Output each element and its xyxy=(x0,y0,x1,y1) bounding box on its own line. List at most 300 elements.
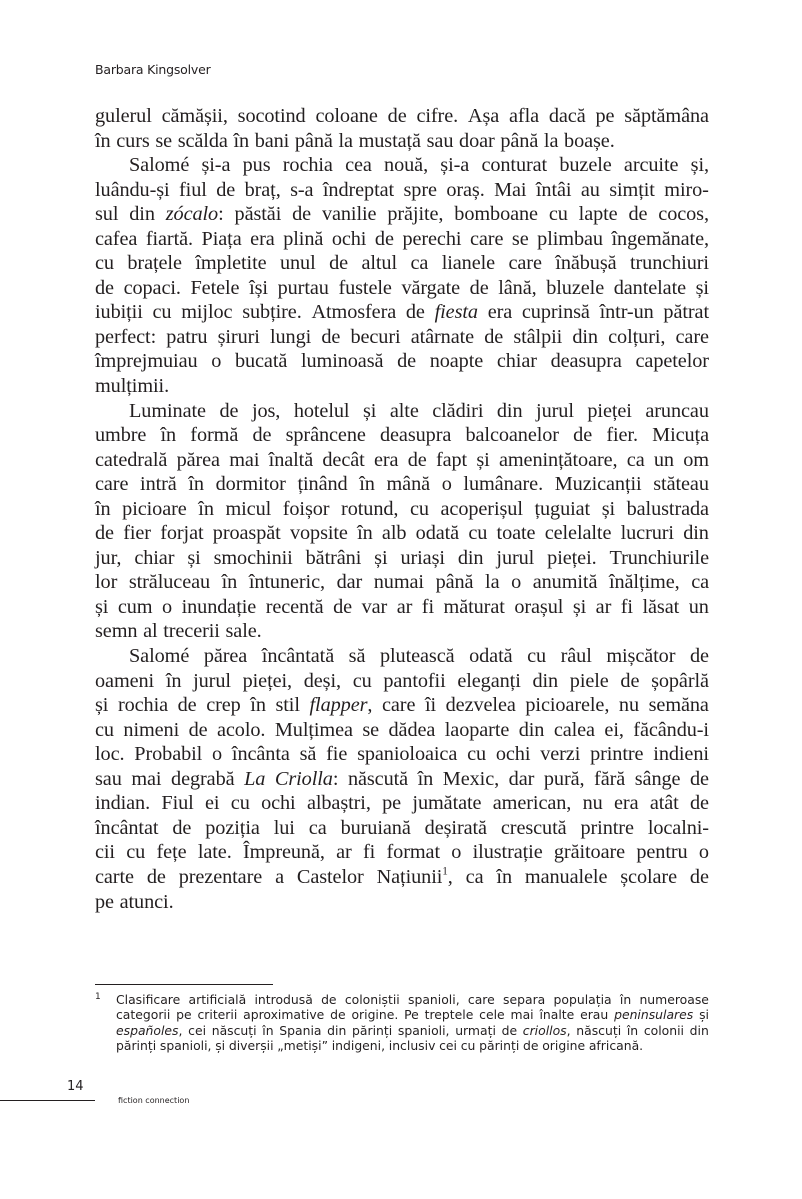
text-run: încântat xyxy=(95,816,159,839)
word xyxy=(171,767,234,792)
word xyxy=(124,276,181,301)
word xyxy=(95,202,118,227)
text-run: se xyxy=(511,227,529,250)
text-run: care xyxy=(381,694,416,717)
word xyxy=(451,840,461,865)
text-run: cei xyxy=(439,1038,458,1054)
text-run: Fiul xyxy=(161,792,194,815)
text-run: își xyxy=(249,276,268,299)
word xyxy=(620,669,639,694)
word xyxy=(536,399,574,424)
word xyxy=(496,865,512,890)
text-run: jurul xyxy=(536,399,574,422)
text-run: Mexic, xyxy=(442,767,500,790)
text-run: om xyxy=(683,448,709,471)
text-run: de xyxy=(95,276,114,299)
word xyxy=(362,595,388,620)
text-line xyxy=(95,227,709,252)
word xyxy=(205,791,219,816)
word xyxy=(444,595,505,620)
text-run: în xyxy=(233,129,250,152)
text-run: și xyxy=(95,595,109,618)
word xyxy=(116,1007,170,1022)
word xyxy=(143,619,157,644)
footer-rule xyxy=(0,1100,95,1101)
text-run: altul xyxy=(361,252,397,275)
text-run: școlare xyxy=(620,865,677,888)
word xyxy=(327,1023,346,1038)
text-run: la xyxy=(485,571,500,594)
word xyxy=(122,497,187,522)
word xyxy=(544,129,558,154)
word xyxy=(594,767,625,792)
word xyxy=(213,521,281,546)
text-run: și-a xyxy=(440,154,470,177)
text-run: nouă, xyxy=(384,154,429,177)
text-run: era xyxy=(373,448,399,471)
word xyxy=(198,840,232,865)
text-run: categorii xyxy=(116,1007,171,1023)
word xyxy=(262,1023,273,1038)
text-run: stâlpii xyxy=(513,325,563,348)
text-run: odată xyxy=(415,522,460,545)
word xyxy=(123,718,179,743)
text-run: cu xyxy=(527,645,547,668)
text-run: părinți xyxy=(352,1022,393,1038)
word xyxy=(628,202,647,227)
word xyxy=(382,693,415,718)
text-run: mai xyxy=(510,1007,534,1023)
word xyxy=(408,448,427,473)
text-run: de xyxy=(329,252,349,275)
text-run: orașul xyxy=(514,595,564,618)
text-run: rotund, xyxy=(341,497,399,520)
word xyxy=(116,992,180,1007)
word xyxy=(129,570,210,595)
word xyxy=(690,791,709,816)
text-run: indigeni, xyxy=(331,1038,386,1054)
word xyxy=(503,992,545,1007)
text-run: colțuri, xyxy=(608,325,666,348)
text-run: fiartă. xyxy=(145,227,193,250)
word xyxy=(261,791,296,816)
word xyxy=(555,251,616,276)
word xyxy=(559,153,611,178)
word xyxy=(604,718,623,743)
word xyxy=(470,276,489,301)
word xyxy=(469,644,512,669)
text-run: se xyxy=(362,718,380,741)
text-run: cum xyxy=(117,595,153,618)
text-run: ei xyxy=(205,792,220,815)
text-run: din xyxy=(683,522,709,545)
text-run: mână xyxy=(386,473,431,496)
text-run: pus xyxy=(242,154,271,177)
text-line xyxy=(95,570,709,595)
text-run: , xyxy=(566,1022,571,1038)
italic-term: españoles xyxy=(116,1022,179,1038)
word xyxy=(311,300,396,325)
word xyxy=(410,251,428,276)
word xyxy=(341,816,411,841)
word xyxy=(134,742,202,767)
word xyxy=(262,644,334,669)
text-run: picioare xyxy=(122,497,187,520)
text-run: de xyxy=(216,178,236,201)
word xyxy=(549,202,568,227)
text-run: buruiană xyxy=(340,816,411,839)
text-run: Mai xyxy=(494,178,527,201)
word xyxy=(362,718,379,743)
word xyxy=(95,300,143,325)
text-run: ar xyxy=(595,595,612,618)
text-run: ochi xyxy=(495,743,531,766)
text-run: semn xyxy=(95,620,138,643)
text-run: înălțime, xyxy=(608,571,680,594)
word xyxy=(95,840,115,865)
text-run: spanioli, xyxy=(159,1038,212,1054)
word xyxy=(551,349,622,374)
text-run: râul xyxy=(560,645,592,668)
text-run: dacă xyxy=(548,105,586,127)
text-run: de xyxy=(321,325,341,348)
text-run: de xyxy=(387,105,407,127)
text-run: degrabă xyxy=(171,767,235,790)
text-line xyxy=(95,890,709,915)
word xyxy=(252,399,280,424)
text-run: jurul xyxy=(193,669,231,692)
text-run: ca xyxy=(691,571,709,594)
text-run: fie xyxy=(326,743,348,766)
word xyxy=(332,227,367,252)
text-run: formă xyxy=(190,424,239,447)
text-run: late. xyxy=(197,841,232,864)
text-run: să xyxy=(299,743,317,766)
word xyxy=(564,129,615,154)
word xyxy=(497,521,536,546)
word xyxy=(602,497,615,522)
word xyxy=(222,570,238,595)
word xyxy=(219,399,238,424)
text-run: grăitoare xyxy=(553,841,626,864)
text-run: , xyxy=(178,1022,183,1038)
word xyxy=(95,178,170,203)
text-line xyxy=(95,742,709,767)
word xyxy=(290,521,348,546)
text-run: era xyxy=(250,227,275,250)
word xyxy=(459,129,495,154)
text-run: colonii xyxy=(643,1022,684,1038)
word xyxy=(546,276,604,301)
text-run: uriași xyxy=(400,546,445,569)
word xyxy=(140,472,177,497)
word xyxy=(95,742,124,767)
text-run: până xyxy=(294,129,333,152)
word xyxy=(614,791,638,816)
text-run: celelalte xyxy=(544,522,612,545)
text-run: din xyxy=(496,399,523,422)
word xyxy=(493,791,571,816)
word xyxy=(572,325,598,350)
word xyxy=(545,521,612,546)
word xyxy=(95,276,114,301)
text-run: inclusiv xyxy=(388,1038,436,1054)
word xyxy=(163,619,220,644)
text-run: calea xyxy=(553,718,595,741)
word xyxy=(525,693,609,718)
word xyxy=(501,816,567,841)
word xyxy=(129,399,206,424)
text-line xyxy=(95,718,709,743)
text-run: în xyxy=(250,694,266,717)
word xyxy=(243,669,292,694)
word xyxy=(190,423,238,448)
text-run: vanilie xyxy=(321,203,377,226)
text-run: Pe xyxy=(404,1007,419,1023)
text-run: sau xyxy=(95,767,122,790)
word xyxy=(157,840,187,865)
text-run: înalte xyxy=(539,1007,575,1023)
text-run: afla xyxy=(509,105,540,127)
text-run: și xyxy=(215,1038,226,1054)
word xyxy=(280,251,316,276)
text-run: de xyxy=(177,694,197,717)
word xyxy=(683,448,709,473)
text-run: cuprinsă xyxy=(521,301,590,324)
word xyxy=(352,1023,392,1038)
text-run: fier xyxy=(123,522,151,545)
text-run: cafea xyxy=(95,227,138,250)
text-run: măturat xyxy=(443,595,505,618)
text-run: într-un xyxy=(599,301,654,324)
word xyxy=(95,791,150,816)
word xyxy=(401,276,460,301)
text-run: lianele xyxy=(441,252,496,275)
text-run: de xyxy=(397,350,417,373)
word xyxy=(479,1038,519,1053)
text-run: bucată xyxy=(234,350,288,373)
word xyxy=(95,349,198,374)
text-run: perechi xyxy=(402,227,462,250)
word xyxy=(307,791,371,816)
footnote-line xyxy=(116,1007,709,1022)
word xyxy=(95,448,167,473)
text-run: de xyxy=(484,325,504,348)
word xyxy=(229,448,259,473)
word xyxy=(663,300,709,325)
word xyxy=(699,840,709,865)
word xyxy=(468,521,487,546)
word xyxy=(387,202,443,227)
text-run: și xyxy=(601,497,616,520)
text-run: american, xyxy=(492,792,572,815)
word xyxy=(512,227,529,252)
text-run: anumită xyxy=(532,571,598,594)
text-run: prezentare xyxy=(178,865,263,888)
word xyxy=(425,1007,474,1022)
word xyxy=(301,349,383,374)
word xyxy=(304,669,341,694)
text-run: în xyxy=(262,1022,274,1038)
word xyxy=(310,693,373,718)
text-run: luminoasă xyxy=(300,350,384,373)
text-run: cu xyxy=(548,203,568,226)
text-run: care xyxy=(95,473,129,496)
word xyxy=(95,767,122,792)
word xyxy=(509,767,535,792)
word xyxy=(254,992,312,1007)
word xyxy=(389,1038,436,1053)
text-run: localni- xyxy=(647,816,709,839)
text-line xyxy=(95,767,709,792)
text-run: îndreptat xyxy=(322,178,395,201)
text-run: pieței xyxy=(587,399,632,422)
word xyxy=(481,153,547,178)
text-run: cea xyxy=(345,154,372,177)
text-run: din xyxy=(457,546,484,569)
word xyxy=(527,644,546,669)
word xyxy=(523,1038,539,1053)
word xyxy=(95,595,108,620)
text-line xyxy=(95,644,709,669)
text-run: pe xyxy=(176,1007,192,1023)
text-run: era xyxy=(614,792,639,815)
text-run: spanioli, xyxy=(408,992,460,1007)
word xyxy=(621,595,633,620)
text-run: de xyxy=(501,1022,518,1038)
text-run: prăjite, xyxy=(387,203,444,226)
word xyxy=(643,595,680,620)
word xyxy=(496,546,534,571)
word xyxy=(519,718,545,743)
text-run: lui xyxy=(273,816,295,839)
text-run: becuri xyxy=(350,325,401,348)
text-run: Piața xyxy=(201,227,242,250)
word xyxy=(374,570,424,595)
text-run: cei xyxy=(188,1022,207,1038)
text-run: separa xyxy=(503,992,546,1007)
word xyxy=(95,816,158,841)
word xyxy=(283,153,333,178)
text-run: și xyxy=(187,546,201,569)
text-run: trunchiuri xyxy=(629,252,709,275)
text-run: de xyxy=(407,448,427,471)
text-run: din xyxy=(129,203,155,226)
word xyxy=(539,1007,574,1022)
word xyxy=(397,349,416,374)
italic-term: zócalo xyxy=(165,203,219,226)
word xyxy=(676,325,709,350)
text-run: cele xyxy=(479,1007,505,1023)
word xyxy=(468,104,499,129)
word xyxy=(658,202,709,227)
word xyxy=(445,718,510,743)
text-run: Mulțimea xyxy=(274,718,353,741)
text-run: plimbau xyxy=(537,227,603,250)
text-run: pe xyxy=(382,792,402,815)
text-run: în xyxy=(619,992,632,1007)
text-run: nu xyxy=(618,694,640,717)
word xyxy=(147,865,166,890)
text-run: crep xyxy=(206,694,241,717)
text-run: iubiții xyxy=(95,301,143,324)
word xyxy=(463,472,543,497)
text-run: de xyxy=(469,276,489,299)
text-run: chiar xyxy=(496,350,537,373)
text-run: în xyxy=(188,473,204,496)
word xyxy=(323,178,394,203)
word xyxy=(127,251,181,276)
text-run: sale. xyxy=(225,620,262,643)
word xyxy=(357,521,373,546)
text-run: de xyxy=(689,645,709,668)
text-run: copaci. xyxy=(123,276,181,299)
text-run: : xyxy=(218,203,224,226)
word xyxy=(189,992,247,1007)
word xyxy=(95,521,114,546)
text-run: alte xyxy=(389,399,419,422)
text-run: Salomé xyxy=(129,645,190,668)
text-run: loc. xyxy=(95,743,125,766)
text-line xyxy=(95,816,709,841)
word xyxy=(243,1007,324,1022)
word xyxy=(274,816,295,841)
word xyxy=(653,472,709,497)
word xyxy=(536,178,572,203)
text-run: jur, xyxy=(95,546,122,569)
text-run: Atmosfera xyxy=(311,301,397,324)
text-run: , xyxy=(447,865,453,888)
word xyxy=(341,497,398,522)
text-run: Împreună, xyxy=(242,841,325,864)
text-line xyxy=(95,448,709,473)
text-line xyxy=(95,153,709,178)
text-run: la xyxy=(338,129,353,152)
word xyxy=(590,742,643,767)
text-run: se xyxy=(155,129,173,152)
text-run: din xyxy=(518,718,545,741)
word xyxy=(620,992,631,1007)
word xyxy=(522,300,590,325)
text-run: purtau xyxy=(277,276,329,299)
text-run: dar xyxy=(508,767,535,790)
text-run: care xyxy=(508,252,542,275)
text-run: bătrâni xyxy=(305,546,362,569)
text-run: cocos, xyxy=(658,203,709,226)
word xyxy=(644,1023,684,1038)
word xyxy=(398,1023,450,1038)
text-run: Luminate xyxy=(129,399,206,422)
text-run: părea xyxy=(203,645,248,668)
text-run: și, xyxy=(690,154,709,177)
word xyxy=(275,767,338,792)
word xyxy=(540,742,580,767)
word xyxy=(624,153,678,178)
text-run: și-a xyxy=(201,154,231,177)
word xyxy=(608,325,665,350)
text-run: deasupra xyxy=(550,350,622,373)
text-run: bomboane xyxy=(454,203,538,226)
word xyxy=(212,1023,257,1038)
word xyxy=(620,865,677,890)
text-run: erau xyxy=(580,1007,609,1023)
word xyxy=(441,497,523,522)
text-run: forjat xyxy=(160,522,204,545)
text-run: până xyxy=(500,129,539,152)
text-run: lapte xyxy=(578,203,618,226)
word xyxy=(95,890,114,915)
word xyxy=(333,595,352,620)
